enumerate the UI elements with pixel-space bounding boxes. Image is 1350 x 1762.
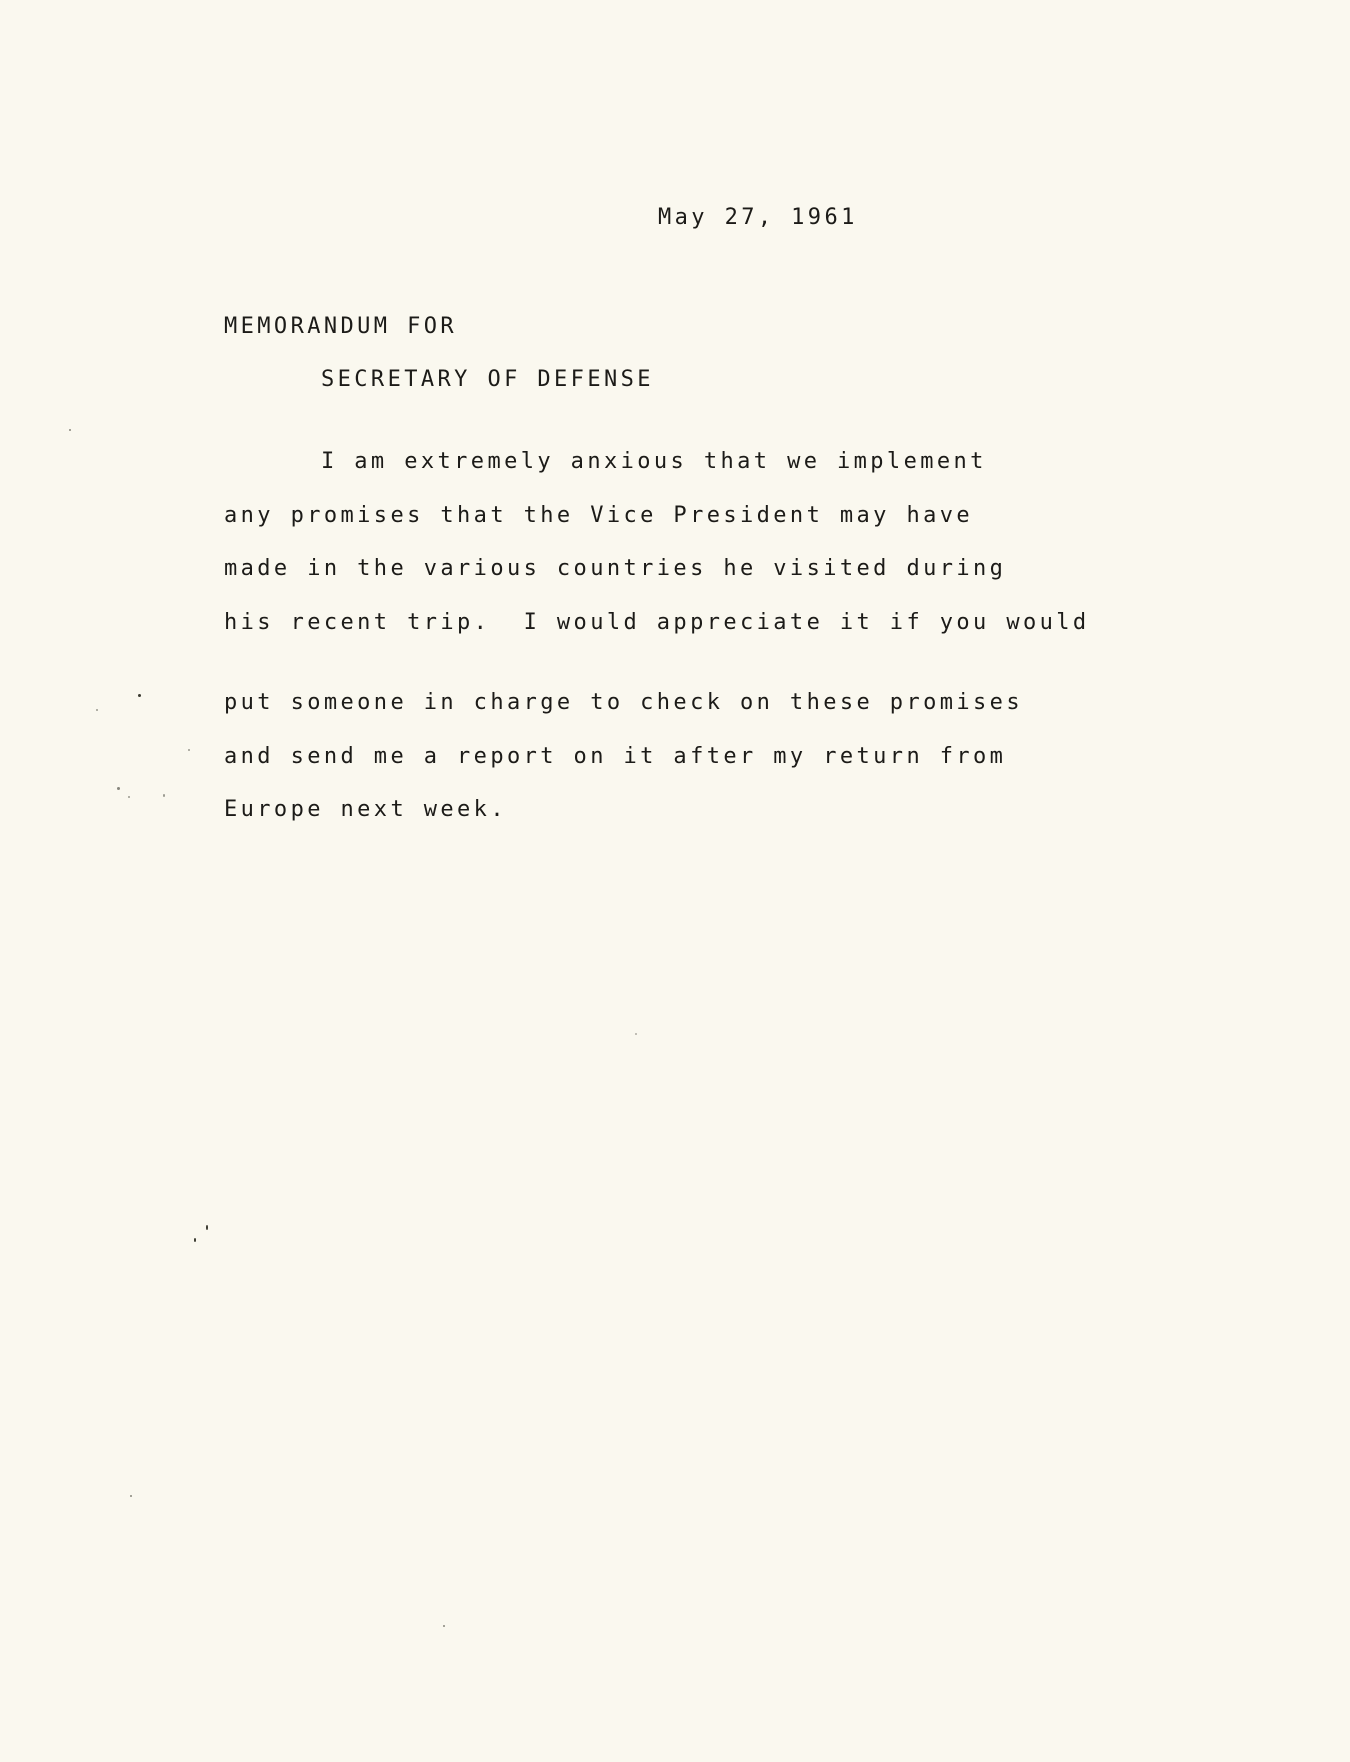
paper-speck xyxy=(117,787,120,790)
memo-body-line: any promises that the Vice President may have xyxy=(224,503,974,528)
paper-speck xyxy=(69,429,71,431)
paper-speck xyxy=(138,694,141,697)
memo-body-line: Europe next week. xyxy=(224,797,507,822)
memo-body-line: his recent trip. I would appreciate it if you would xyxy=(224,610,1090,635)
memo-body-line: and send me a report on it after my return from xyxy=(224,744,1007,769)
paper-speck xyxy=(96,709,98,711)
paper-speck xyxy=(194,1238,196,1242)
paper-speck xyxy=(163,794,165,797)
paper-speck xyxy=(443,1625,445,1627)
paper-speck xyxy=(635,1033,637,1035)
paper-speck xyxy=(128,796,130,798)
memo-heading: MEMORANDUM FOR xyxy=(224,314,458,339)
memo-body-line: made in the various countries he visited during xyxy=(224,556,1007,581)
memo-body-line: I am extremely anxious that we implement xyxy=(321,449,987,474)
memo-addressee: SECRETARY OF DEFENSE xyxy=(321,367,654,392)
memo-body-line: put someone in charge to check on these promises xyxy=(224,690,1023,715)
memo-date: May 27, 1961 xyxy=(658,205,858,230)
paper-speck xyxy=(130,1495,132,1497)
paper-speck xyxy=(206,1225,208,1230)
paper-speck xyxy=(188,749,190,751)
